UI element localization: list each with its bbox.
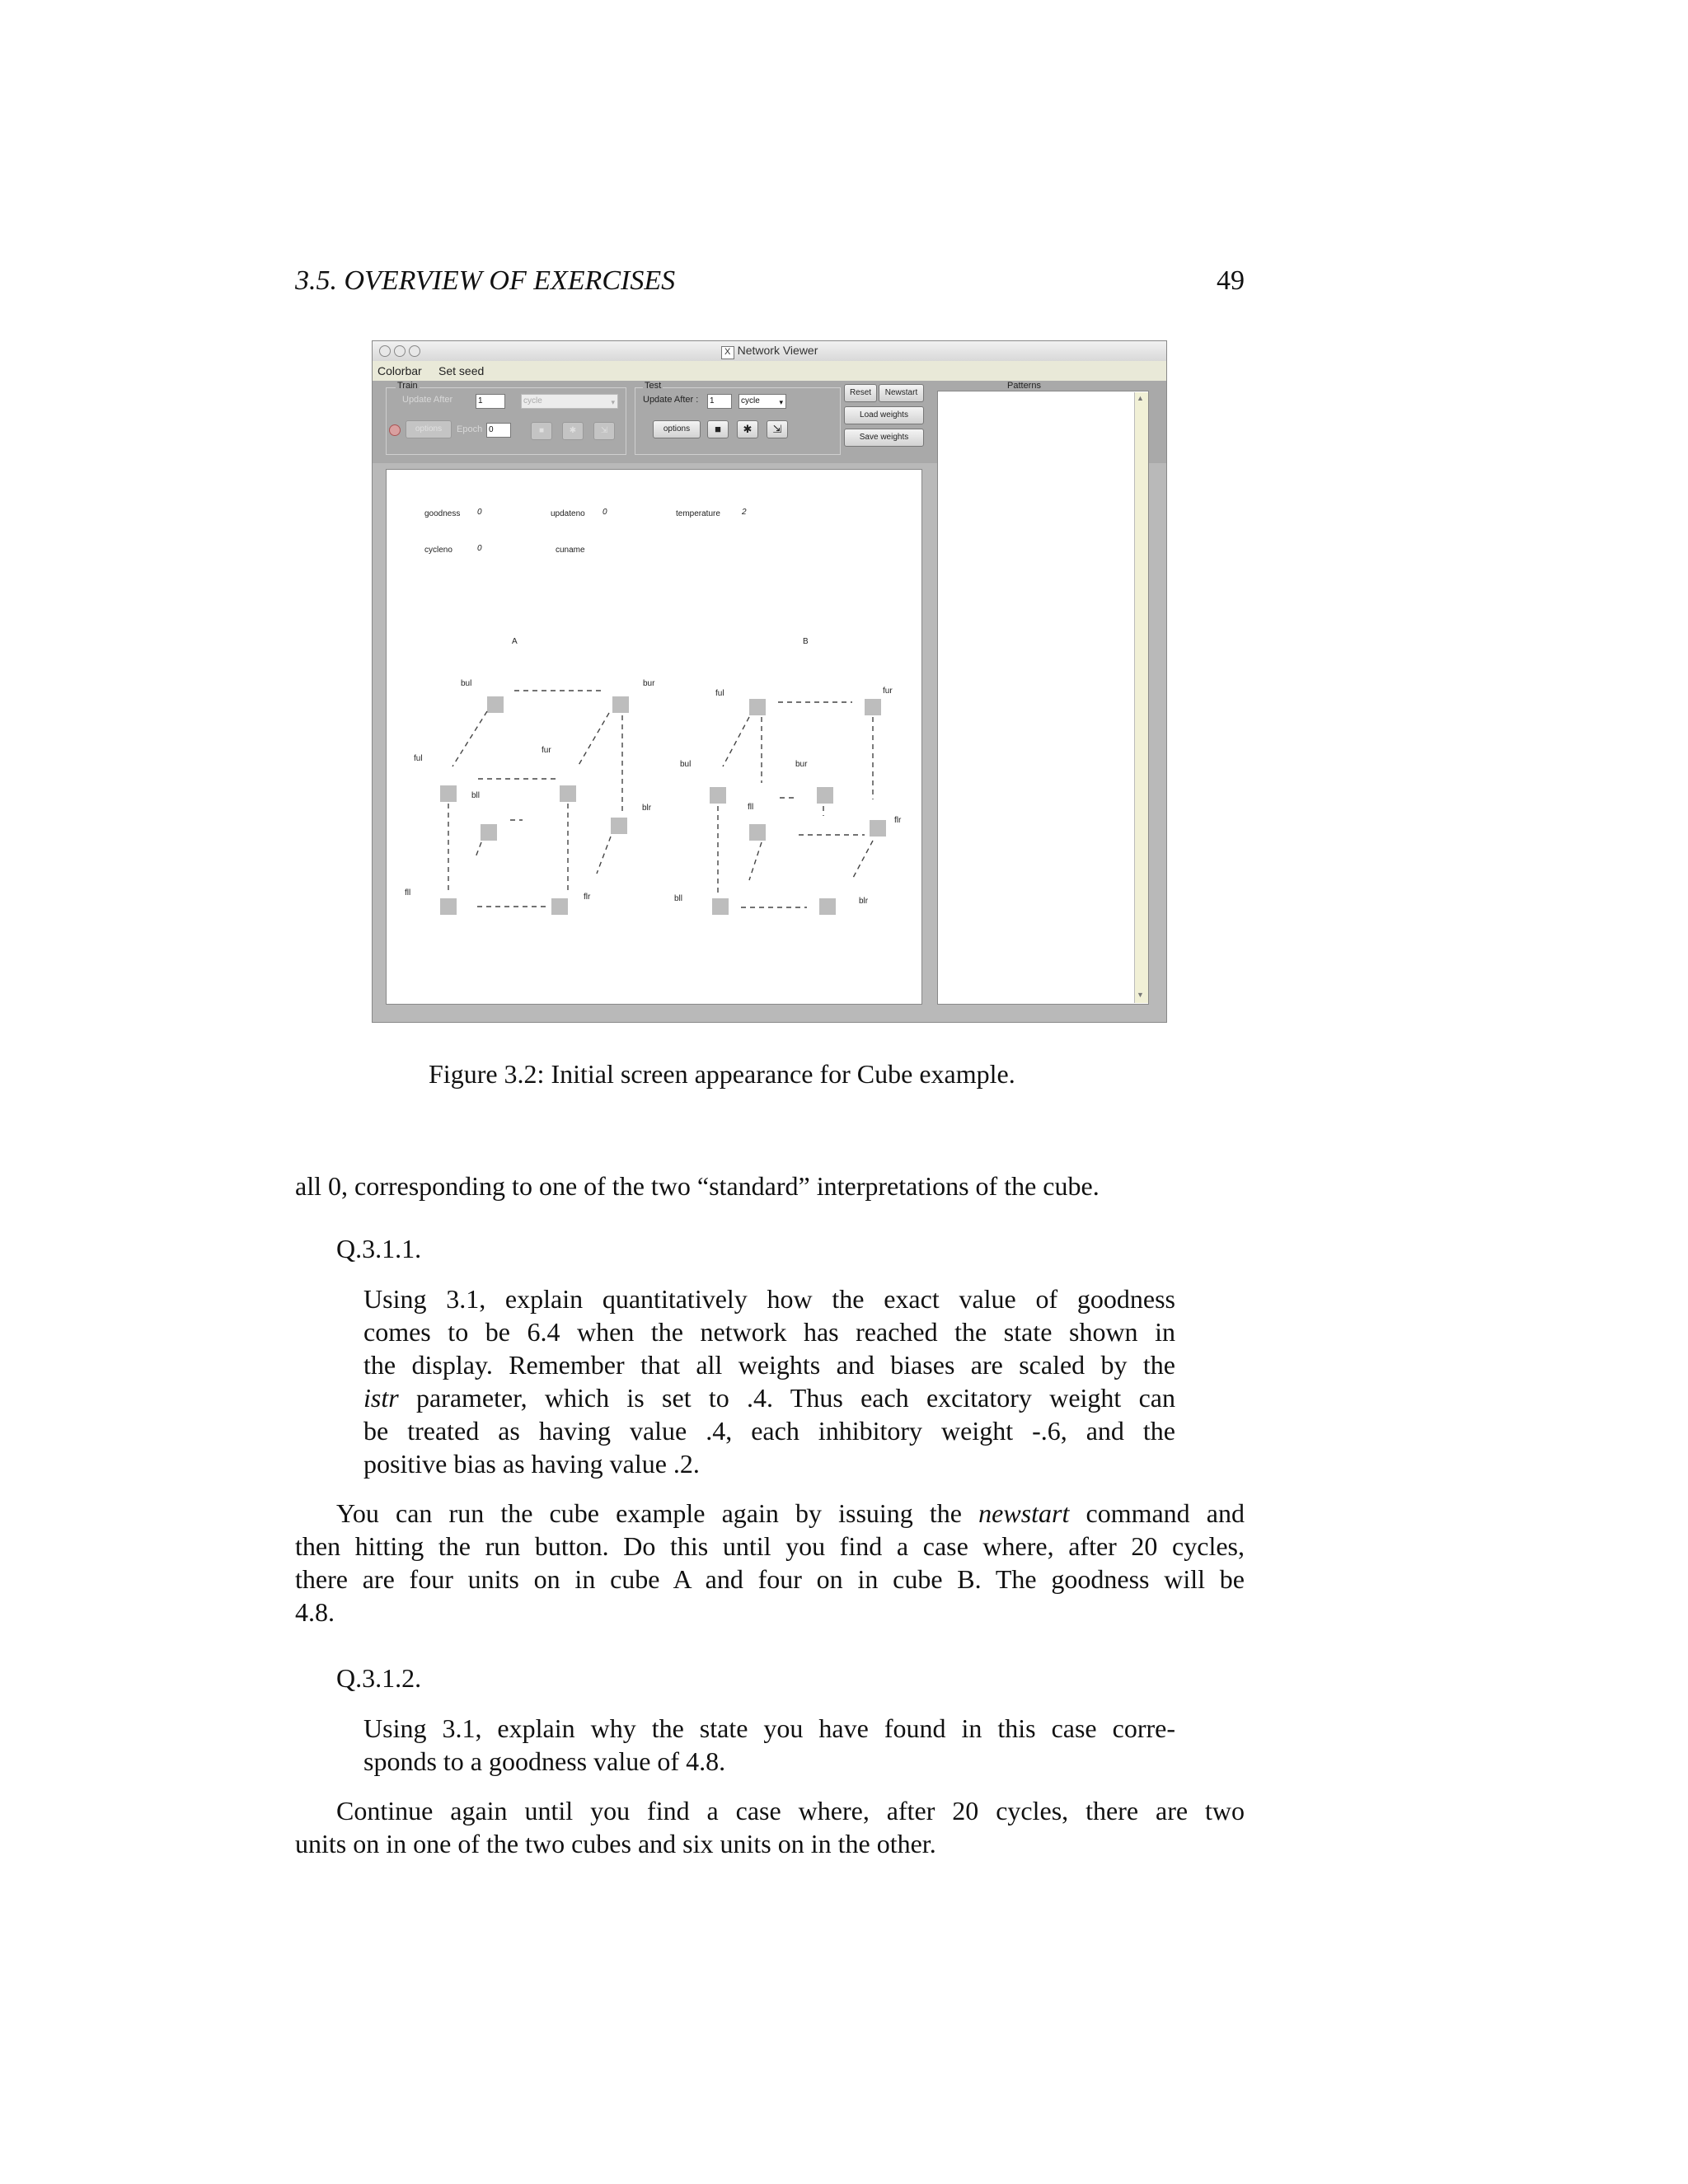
paragraph-2-line: there are four units on in cube A and four on in cube B. The goodness will be	[295, 1564, 1245, 1594]
updateno-value: 0	[603, 508, 607, 517]
paragraph-2-line: then hitting the run button. Do this until you find a case where, after 20 cycles,	[295, 1531, 1245, 1561]
cube-a-fll-label: fll	[405, 888, 411, 898]
cube-b-bur-label: bur	[795, 760, 808, 769]
scroll-up-icon[interactable]: ▲	[1137, 394, 1144, 402]
temperature-label: temperature	[676, 509, 720, 518]
test-group-label: Test	[645, 381, 662, 391]
cube-a-label: A	[512, 637, 518, 646]
question-1-line: be treated as having value .4, each inhibitory weight -.6, and the	[363, 1416, 1175, 1446]
train-epoch-label: Epoch	[457, 424, 483, 434]
cycleno-label: cycleno	[424, 546, 452, 555]
cube-a-ful-label: ful	[414, 754, 423, 763]
paragraph-2-line: You can run the cube example again by issuing the newstart command and	[336, 1498, 1245, 1528]
page-number: 49	[1217, 265, 1245, 296]
test-update-after-label: Update After :	[643, 395, 699, 405]
cube-a-blr-label: blr	[642, 804, 652, 813]
patterns-scrollbar[interactable]	[1134, 392, 1148, 1003]
cycleno-value: 0	[477, 544, 482, 553]
network-display	[386, 469, 922, 1005]
paragraph-2	[295, 1497, 1245, 1629]
question-2-line: sponds to a goodness value of 4.8.	[363, 1746, 726, 1776]
train-stop-icon[interactable]: ■	[531, 422, 552, 440]
patterns-label: Patterns	[1007, 381, 1041, 391]
cube-a-bur-label: bur	[643, 679, 655, 688]
train-update-after-label: Update After	[402, 395, 453, 405]
train-update-after-input[interactable]: 1	[476, 394, 505, 409]
network-viewer-window	[372, 340, 1167, 1023]
patterns-panel[interactable]	[937, 391, 1149, 1005]
question-2-label: Q.3.1.2.	[336, 1663, 422, 1693]
question-1-line: Using 3.1, explain quantitatively how the exact value of goodness	[363, 1284, 1175, 1314]
load-weights-button[interactable]: Load weights	[844, 406, 924, 424]
question-1-line: istr parameter, which is set to .4. Thus each excitatory weight can	[363, 1383, 1175, 1413]
cube-a-bll-label: bll	[471, 791, 481, 800]
save-weights-button[interactable]: Save weights	[844, 429, 924, 447]
question-1-line: positive bias as having value .2.	[363, 1449, 700, 1479]
train-mode-select[interactable]: cycle ▾	[521, 394, 618, 409]
test-run-icon[interactable]: ✱	[737, 420, 758, 438]
cuname-label: cuname	[556, 546, 585, 555]
train-epoch-input[interactable]: 0	[486, 423, 511, 438]
train-group-label: Train	[397, 381, 418, 391]
paragraph-3-line: Continue again until you find a case where, after 20 cycles, there are two	[336, 1796, 1245, 1825]
cube-b-ful-label: ful	[715, 689, 724, 698]
cube-a-fur-label: fur	[542, 746, 551, 755]
test-mode-select[interactable]: cycle ▾	[738, 394, 786, 409]
train-record-icon[interactable]	[389, 424, 401, 436]
newstart-term: newstart	[978, 1498, 1070, 1528]
paragraph-3-line: units on in one of the two cubes and six units on in the other.	[295, 1829, 936, 1858]
x11-icon: X	[721, 346, 734, 359]
cube-a-flr-label: flr	[584, 893, 591, 902]
question-2-text	[363, 1712, 1175, 1778]
cube-b-fll-label: fll	[748, 803, 754, 812]
menu-bar	[373, 361, 1166, 382]
chevron-down-icon: ▾	[611, 398, 615, 406]
cube-b-bul-label: bul	[680, 760, 692, 769]
window-titlebar	[373, 341, 1166, 362]
istr-term: istr	[363, 1383, 399, 1413]
test-step-icon[interactable]: ⇲	[767, 420, 788, 438]
running-head: 3.5. OVERVIEW OF EXERCISES	[295, 265, 676, 296]
paragraph-3	[295, 1794, 1245, 1860]
test-options-button[interactable]: options	[653, 420, 701, 438]
cube-b-blr-label: blr	[859, 897, 869, 906]
figure-caption: Figure 3.2: Initial screen appearance for Cube example.	[429, 1059, 1015, 1089]
cube-b-bll-label: bll	[674, 894, 683, 903]
train-step-icon[interactable]: ⇲	[593, 422, 615, 440]
menu-set-seed[interactable]: Set seed	[438, 364, 485, 377]
train-run-icon[interactable]: ✱	[562, 422, 584, 440]
reset-button[interactable]: Reset	[844, 384, 877, 402]
test-update-after-input[interactable]: 1	[707, 394, 732, 409]
question-1-line: comes to be 6.4 when the network has reached the state shown in	[363, 1317, 1175, 1347]
goodness-label: goodness	[424, 509, 461, 518]
goodness-value: 0	[477, 508, 482, 517]
chevron-down-icon: ▾	[779, 398, 783, 406]
paragraph-1: all 0, corresponding to one of the two “standard” interpretations of the cube.	[295, 1171, 1100, 1201]
question-1-label: Q.3.1.1.	[336, 1234, 422, 1263]
cube-b-label: B	[803, 637, 809, 646]
scroll-down-icon[interactable]: ▼	[1137, 991, 1144, 999]
cube-a-bul-label: bul	[461, 679, 472, 688]
menu-colorbar[interactable]: Colorbar	[377, 364, 422, 377]
cube-b-fur-label: fur	[883, 687, 893, 696]
question-1-text	[363, 1282, 1175, 1480]
window-title: X Network Viewer	[373, 344, 1166, 359]
question-2-line: Using 3.1, explain why the state you have found in this case corre-	[363, 1713, 1175, 1743]
paragraph-2-line: 4.8.	[295, 1597, 335, 1627]
updateno-label: updateno	[551, 509, 585, 518]
newstart-button[interactable]: Newstart	[879, 384, 924, 402]
temperature-value: 2	[742, 508, 747, 517]
cube-b-flr-label: flr	[894, 816, 902, 825]
question-1-line: the display. Remember that all weights and biases are scaled by the	[363, 1350, 1175, 1380]
test-stop-icon[interactable]: ■	[707, 420, 729, 438]
cube-b-edges	[387, 470, 921, 1004]
train-options-button[interactable]: options	[406, 420, 452, 438]
